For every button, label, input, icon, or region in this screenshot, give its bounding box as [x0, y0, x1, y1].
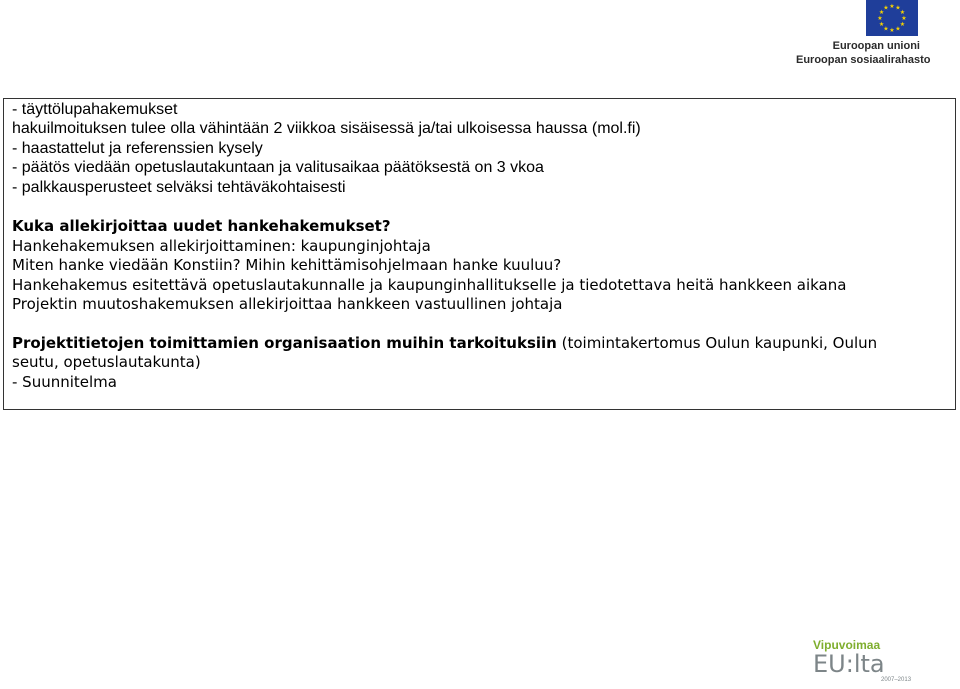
text-line: seutu, opetuslautakunta) — [12, 353, 201, 371]
text-line: Miten hanke viedään Konstiin? Mihin kehittämisohjelmaan hanke kuuluu? — [12, 256, 562, 274]
svg-text:★: ★ — [878, 21, 885, 28]
svg-text:★: ★ — [889, 3, 895, 10]
svg-text:★: ★ — [901, 15, 907, 22]
eu-logo-line2: Euroopan sosiaalirahasto — [796, 54, 931, 66]
text-line: - Suunnitelma — [12, 373, 117, 391]
svg-text:★: ★ — [895, 4, 901, 12]
text-line — [12, 334, 877, 352]
text-line: - täyttölupahakemukset — [12, 101, 178, 118]
vipuvoimaa-logo — [813, 638, 923, 686]
svg-text:★: ★ — [899, 9, 906, 16]
content-box — [3, 98, 956, 410]
bold-text: Projektitietojen toimittamien organisaation muihin tarkoituksiin — [12, 334, 557, 352]
eu-logo — [796, 0, 946, 70]
regular-text: (toimintakertomus Oulun kaupunki, Oulun — [556, 334, 878, 352]
vipuvoimaa-logo-top: Vipuvoimaa — [813, 638, 881, 652]
svg-text:★: ★ — [883, 25, 889, 33]
vipuvoimaa-logo-years: 2007–2013 — [881, 677, 912, 683]
text-line: Hankehakemus esitettävä opetuslautakunnalle ja kaupunginhallitukselle ja tiedotettava heitä hankkeen aikana — [12, 276, 847, 294]
text-line: Projektin muutoshakemuksen allekirjoittaa hankkeen vastuullinen johtaja — [12, 295, 563, 313]
eu-flag-icon — [866, 0, 918, 36]
vipuvoimaa-logo-mid: EU:lta — [813, 650, 885, 678]
text-line: - palkkausperusteet selväksi tehtäväkohtaisesti — [12, 179, 346, 196]
question-heading: Kuka allekirjoittaa uudet hankehakemukset? — [12, 217, 391, 235]
text-line: Hankehakemuksen allekirjoittaminen: kaupunginjohtaja — [12, 237, 431, 255]
svg-text:★: ★ — [878, 9, 885, 16]
text-line: - päätös viedään opetuslautakuntaan ja valitusaikaa päätöksestä on 3 vkoa — [12, 159, 544, 176]
eu-logo-line1: Euroopan unioni — [832, 40, 920, 52]
text-line: hakuilmoituksen tulee olla vähintään 2 viikkoa sisäisessä ja/tai ulkoisessa haussa (mol.fi) — [12, 120, 641, 137]
svg-text:★: ★ — [883, 4, 889, 12]
svg-text:★: ★ — [895, 25, 901, 33]
svg-text:★: ★ — [899, 21, 906, 28]
svg-text:★: ★ — [877, 15, 883, 22]
text-line: - haastattelut ja referenssien kysely — [12, 140, 263, 157]
svg-text:★: ★ — [889, 27, 895, 34]
